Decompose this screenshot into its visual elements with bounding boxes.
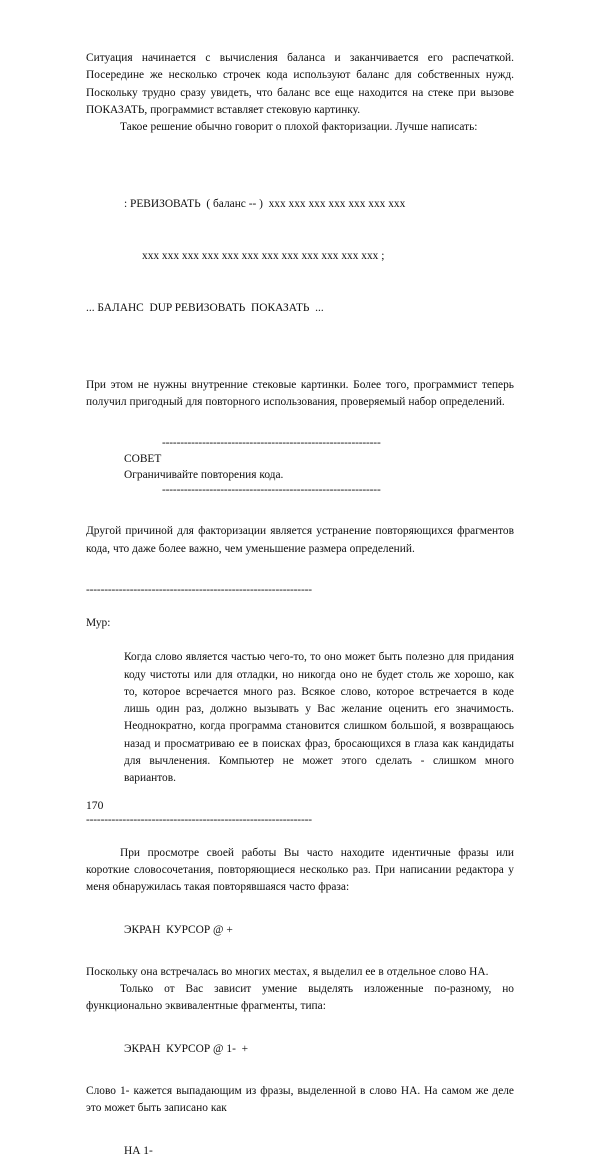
section-divider-2: -------------------------------------------------------------- (86, 813, 312, 826)
paragraph-intro: Ситуация начинается с вычисления баланса и заканчивается его распечаткой. Посередине же несколько строчек кода используют баланс для собственных нужд. Поскольку трудно сразу увидеть, что баланс все еще находится на стеке при вызове ПОКАЗАТЬ, программист вставляет стековую картинку. (86, 52, 514, 116)
document-body (86, 50, 514, 1160)
quote-block-moore (86, 649, 514, 787)
spacer (86, 352, 514, 377)
tip-rule-top: ------------------------------------------------------------ (162, 437, 381, 450)
spacer (86, 788, 514, 813)
code-block-revise (86, 161, 514, 351)
paragraph-word-na: Поскольку она встречалась во многих местах, я выделил ее в отдельное слово НА. (86, 965, 489, 978)
spacer (86, 632, 514, 649)
spacer (86, 828, 514, 845)
tip-box (86, 436, 514, 498)
paragraph-equivalent-fragments: Только от Вас зависит умение выделять изложенные по-разному, но функционально эквивалентные фрагменты, типа: (86, 983, 514, 1013)
quote-text: Когда слово является частью чего-то, то оно может быть полезно для придания коду чистоты или для отладки, но никогда оно не будет столь же хорошо, как то, которое всречается много раз. Всякое слово, которое встречается в коде лишь один раз, должно вызывать у Вас желание оценить его значимость. Неоднократно, когда программа становится слишком большой, я возвращаюсь назад и просматриваю ее в поисках фраз, бросающихся в глаза как кандидаты для вычленения. Компьютер не может этого сделать - слишком много вариантов. (124, 651, 514, 785)
tip-title: СОВЕТ (124, 453, 162, 466)
code-line-screen-cursor-minus: ЭКРАН КУРСОР @ 1- + (124, 1042, 248, 1055)
spacer (86, 558, 514, 583)
paragraph-review-work: При просмотре своей работы Вы часто находите идентичные фразы или короткие словосочетания, повторяющиеся несколько раз. При написании редактора у меня обнаружилась такая повторявшаяся часто фраза: (86, 846, 514, 894)
tip-text: Ограничивайте повторения кода. (124, 469, 284, 482)
page-number: 170 (86, 799, 104, 812)
spacer (86, 897, 514, 922)
spacer (86, 1118, 514, 1143)
spacer (86, 939, 514, 964)
section-divider-1: -------------------------------------------------------------- (86, 583, 312, 596)
spacer (86, 1058, 514, 1083)
spacer (86, 1016, 514, 1041)
code-line-screen-cursor: ЭКРАН КУРСОР @ + (124, 923, 233, 936)
spacer (86, 598, 514, 615)
speaker-label-moore: Мур: (86, 616, 111, 629)
tip-rule-bottom: ------------------------------------------------------------ (162, 484, 381, 497)
paragraph-word-one-minus: Слово 1- кажется выпадающим из фразы, выделенной в слово НА. На самом же деле это может быть записано как (86, 1084, 514, 1115)
code-line-revise-body: ххх ххх ххх ххх ххх ххх ххх ххх ххх ххх ххх ххх ; (142, 249, 385, 262)
paragraph-no-stack-pictures: При этом не нужны внутренние стековые картинки. Более того, программист теперь получил пригодный для повторного использования, проверяемый набор определений. (86, 378, 514, 409)
spacer (86, 136, 514, 161)
code-line-balance-dup: ... БАЛАНС DUP РЕВИЗОВАТЬ ПОКАЗАТЬ ... (86, 301, 324, 314)
code-line-na-one-minus: НА 1- (124, 1144, 153, 1157)
paragraph-other-reason: Другой причиной для факторизации является устранение повторяющихся фрагментов кода, что даже более важно, чем уменьшение размера определений. (86, 525, 514, 555)
spacer (86, 411, 514, 436)
spacer (86, 498, 514, 523)
paragraph-factorization-advice: Такое решение обычно говорит о плохой факторизации. Лучше написать: (120, 121, 478, 134)
code-line-revise-header: : РЕВИЗОВАТЬ ( баланс -- ) ххх ххх ххх ххх ххх ххх ххх (124, 198, 406, 211)
